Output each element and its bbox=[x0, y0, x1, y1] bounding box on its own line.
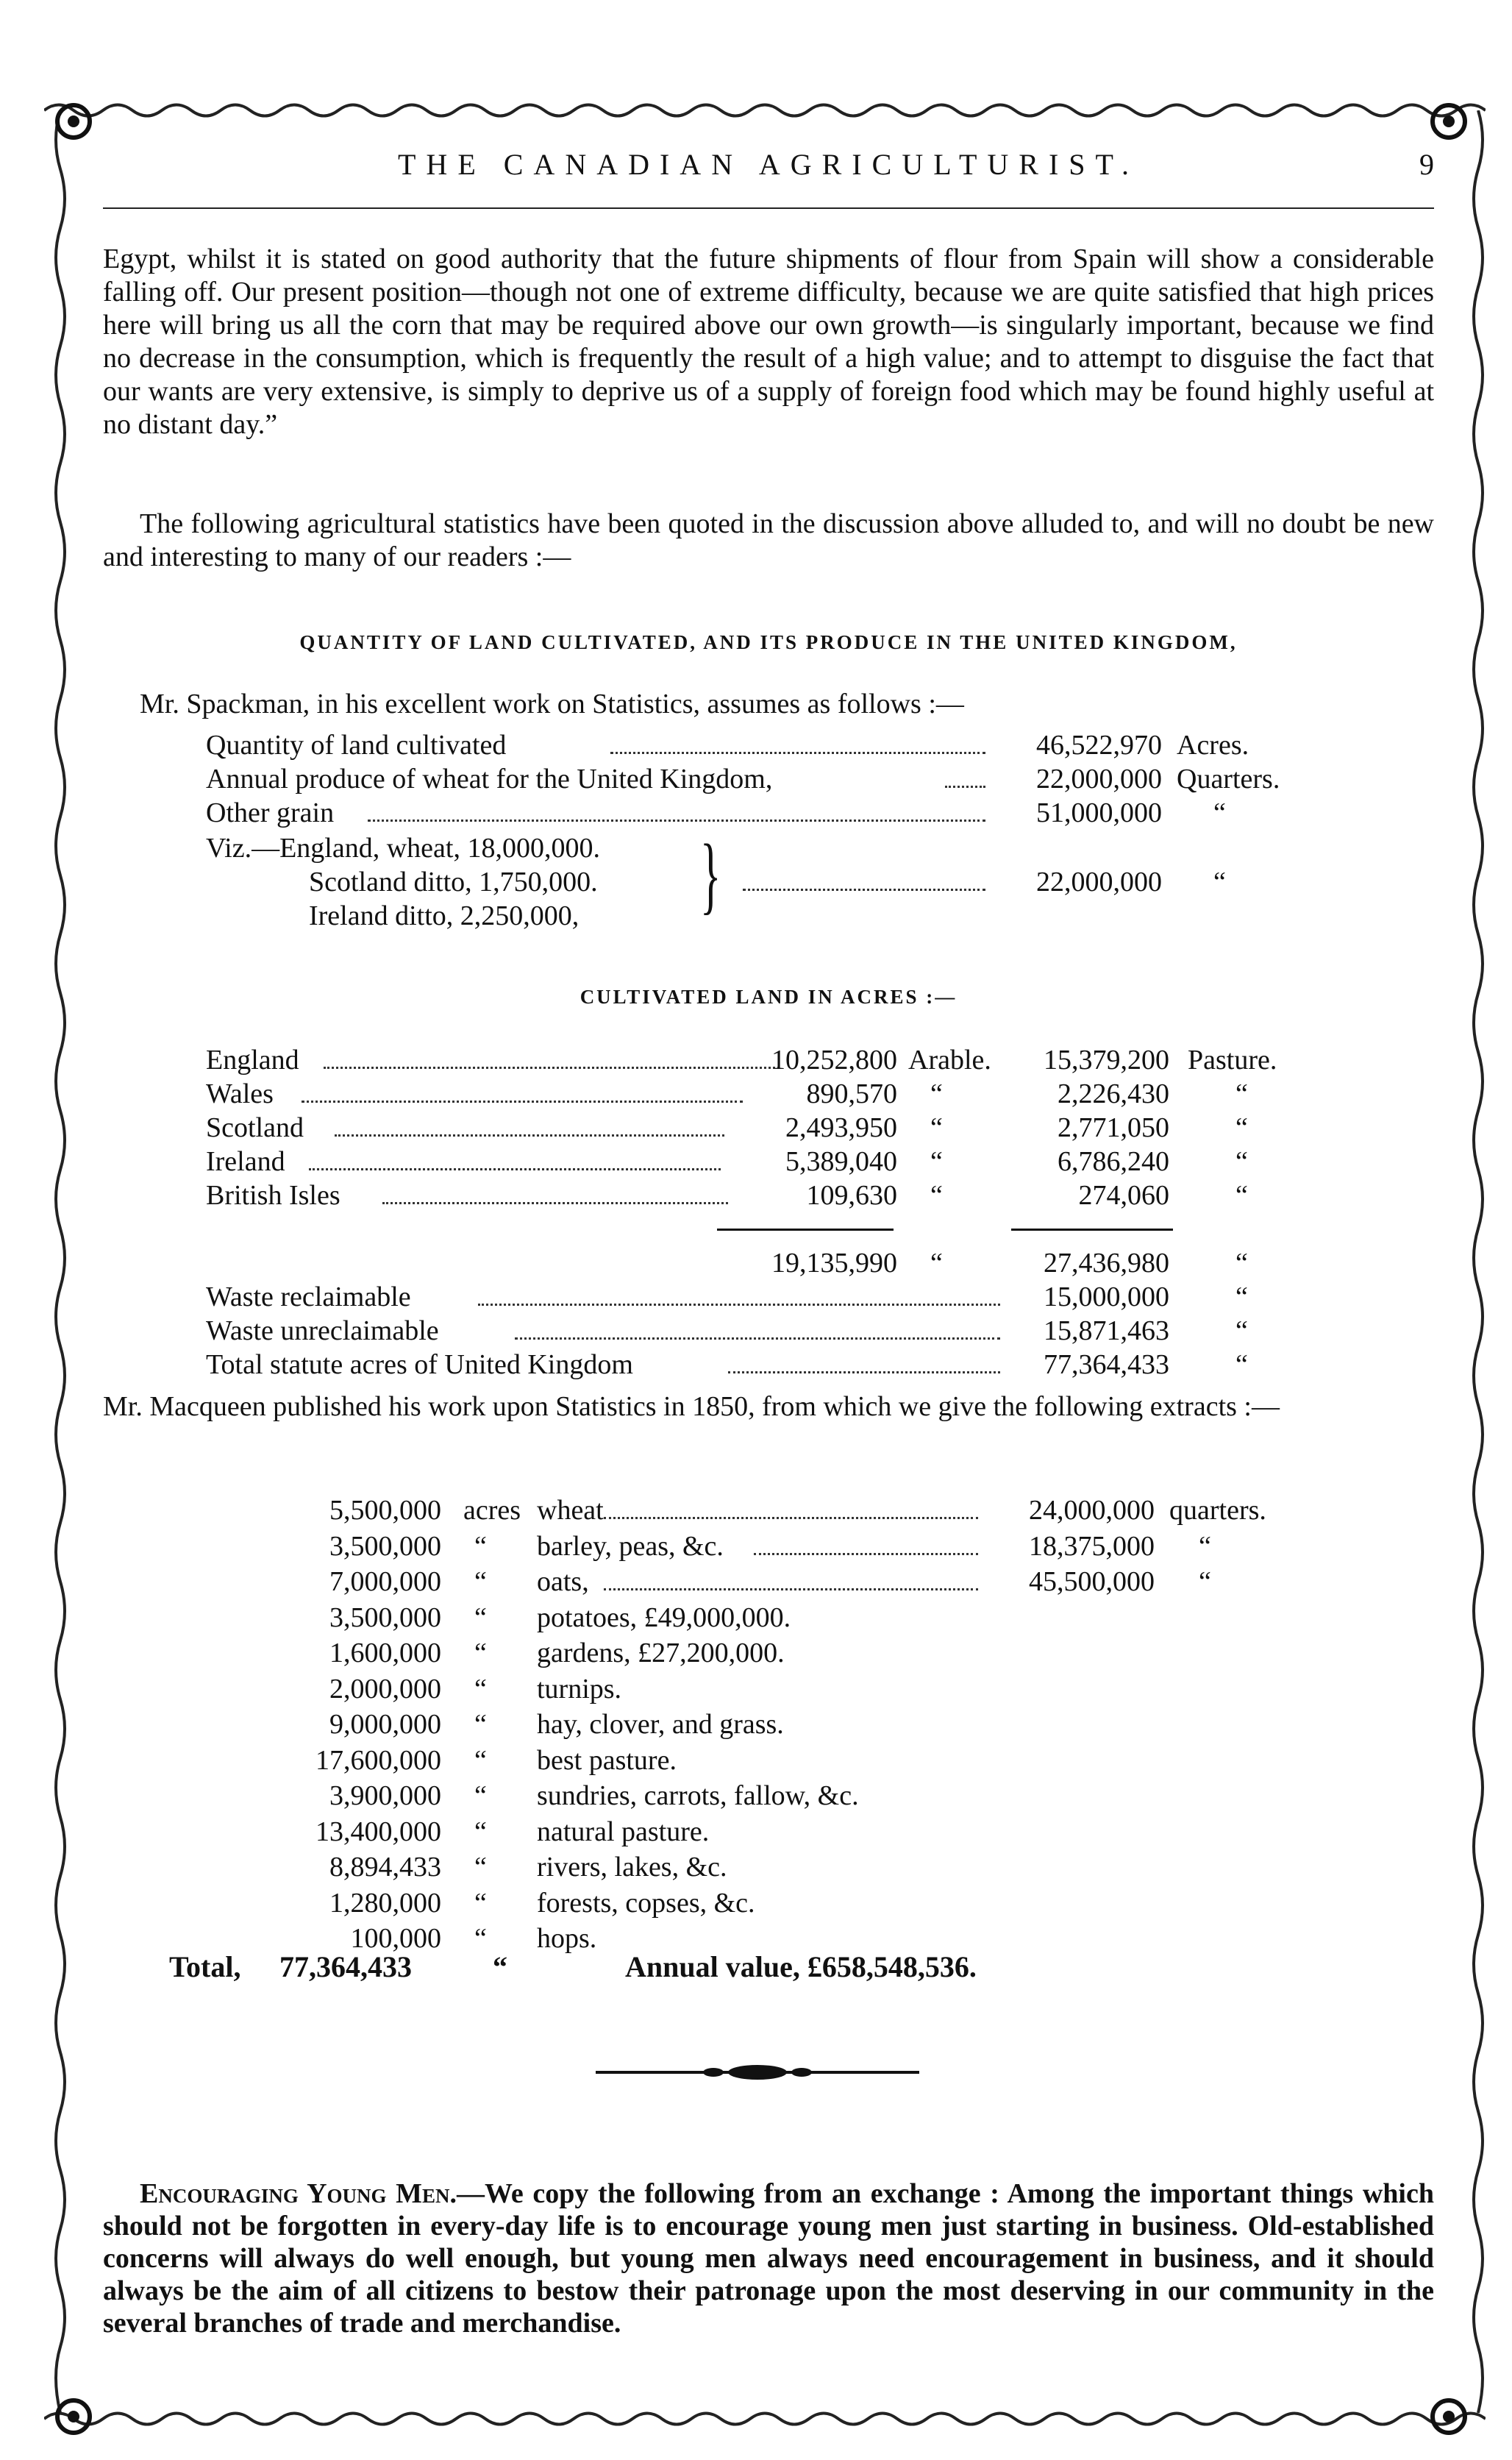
list-item bbox=[287, 1601, 1353, 1635]
waste-row bbox=[206, 1314, 1338, 1348]
table-row bbox=[206, 1043, 1338, 1077]
viz-total-row bbox=[743, 865, 1338, 899]
list-item-label: hay, clover, and grass. bbox=[537, 1709, 784, 1740]
list-item-label: oats, bbox=[537, 1566, 589, 1597]
list-ditto: “ bbox=[474, 1887, 487, 1919]
dot-leader bbox=[302, 1077, 743, 1103]
header-rule bbox=[103, 207, 1434, 209]
list-ditto: “ bbox=[474, 1816, 487, 1847]
pasture-value: 274,060 bbox=[1078, 1180, 1169, 1211]
country-label: Ireland bbox=[206, 1146, 285, 1177]
paragraph-lead: Encouraging Young Men. bbox=[140, 2178, 457, 2209]
waste-label: Waste reclaimable bbox=[206, 1281, 411, 1312]
country-label: England bbox=[206, 1045, 299, 1076]
arable-value: 5,389,040 bbox=[785, 1146, 897, 1177]
list-item bbox=[287, 1529, 1353, 1564]
list-item bbox=[287, 1672, 1353, 1707]
list-value: 24,000,000 bbox=[1029, 1495, 1155, 1526]
stat-unit: “ bbox=[1213, 797, 1226, 828]
paragraph-text: —We copy the following from an exchange : Among the important things which should not be forgotten in every-day life is to encourage young men just starting in business. Old-established concerns will always do well enough, but young men always need encouragement in business, and it should always be the aim of all citizens to bestow their patronage upon the most deserving in our community in the several branches of trade and merchandise. bbox=[103, 2178, 1434, 2339]
table-row bbox=[206, 1111, 1338, 1145]
arable-value: 2,493,950 bbox=[785, 1112, 897, 1143]
arable-unit: Arable. bbox=[908, 1045, 991, 1076]
stat-unit: “ bbox=[1213, 867, 1226, 897]
arable-unit: “ bbox=[930, 1112, 943, 1143]
stat-label: Quantity of land cultivated bbox=[206, 730, 507, 761]
top-border-ornament bbox=[44, 96, 1486, 125]
corner-ornament-top-left bbox=[40, 88, 107, 154]
list-item bbox=[287, 1850, 1353, 1885]
list-item-label: barley, peas, &c. bbox=[537, 1530, 724, 1562]
waste-value: 77,364,433 bbox=[1044, 1349, 1169, 1380]
list-ditto: “ bbox=[474, 1673, 487, 1704]
stat-unit: Acres. bbox=[1177, 730, 1249, 761]
dot-leader bbox=[754, 1529, 978, 1555]
list-qty: 1,280,000 bbox=[329, 1887, 441, 1919]
list-item bbox=[287, 1565, 1353, 1599]
brace: } bbox=[700, 826, 721, 922]
list-ditto: acres bbox=[463, 1495, 521, 1526]
stat-value: 51,000,000 bbox=[1036, 797, 1162, 828]
list-value: 45,500,000 bbox=[1029, 1566, 1155, 1597]
total-label: Total, bbox=[169, 1950, 241, 1983]
stat-label: Annual produce of wheat for the United Kingdom, bbox=[206, 764, 773, 794]
viz-ireland: Ireland ditto, 2,250,000, bbox=[309, 900, 580, 931]
country-label: Wales bbox=[206, 1078, 274, 1109]
list-item-label: best pasture. bbox=[537, 1744, 677, 1776]
running-title: THE CANADIAN AGRICULTURIST. bbox=[398, 148, 1139, 181]
dot-leader bbox=[604, 1565, 978, 1590]
waste-value: 15,000,000 bbox=[1044, 1281, 1169, 1312]
list-ditto: “ bbox=[474, 1709, 487, 1740]
list-item bbox=[287, 1743, 1353, 1778]
pasture-value: 2,771,050 bbox=[1058, 1112, 1169, 1143]
viz-scotland: Scotland ditto, 1,750,000. bbox=[309, 867, 598, 897]
list-qty: 1,600,000 bbox=[329, 1638, 441, 1668]
stat-value: 46,522,970 bbox=[1036, 730, 1162, 761]
waste-unit: “ bbox=[1235, 1281, 1248, 1312]
page-number: 9 bbox=[1419, 148, 1434, 181]
waste-value: 15,871,463 bbox=[1044, 1315, 1169, 1346]
viz-total: 22,000,000 bbox=[1036, 867, 1162, 897]
country-label: British Isles bbox=[206, 1180, 340, 1211]
list-ditto: “ bbox=[474, 1638, 487, 1668]
list-qty: 3,900,000 bbox=[329, 1780, 441, 1811]
list-qty: 100,000 bbox=[350, 1923, 441, 1954]
table-row bbox=[206, 1145, 1338, 1179]
section-heading-land-cultivated: QUANTITY OF LAND CULTIVATED, AND ITS PRODUCE IN THE UNITED KINGDOM, bbox=[299, 631, 1238, 653]
paragraph-statistics-intro: The following agricultural statistics have been quoted in the discussion above alluded to, and will no doubt be new and interesting to many of our readers :— bbox=[103, 508, 1434, 572]
dot-leader bbox=[604, 1493, 978, 1519]
pasture-value: 15,379,200 bbox=[1044, 1045, 1169, 1076]
list-item bbox=[287, 1886, 1353, 1921]
waste-label: Waste unreclaimable bbox=[206, 1315, 439, 1346]
dot-leader bbox=[945, 762, 985, 788]
list-ditto: “ bbox=[474, 1852, 487, 1883]
list-item-label: wheat bbox=[537, 1495, 604, 1526]
waste-row bbox=[206, 1348, 1338, 1382]
list-qty: 9,000,000 bbox=[329, 1709, 441, 1740]
spackman-intro: Mr. Spackman, in his excellent work on Statistics, assumes as follows :— bbox=[140, 689, 964, 719]
list-item-label: turnips. bbox=[537, 1673, 622, 1704]
pasture-total: 27,436,980 bbox=[1044, 1248, 1169, 1279]
pasture-unit: “ bbox=[1235, 1146, 1248, 1177]
arable-total: 19,135,990 bbox=[771, 1248, 897, 1279]
list-item-label: sundries, carrots, fallow, &c. bbox=[537, 1780, 859, 1811]
bottom-border-ornament bbox=[44, 2404, 1486, 2434]
dot-leader bbox=[324, 1043, 780, 1069]
dot-leader bbox=[335, 1111, 724, 1137]
waste-unit: “ bbox=[1235, 1349, 1248, 1380]
corner-ornament-bottom-left bbox=[40, 2383, 107, 2450]
dot-leader bbox=[743, 865, 985, 891]
annual-value: Annual value, £658,548,536. bbox=[625, 1950, 977, 1983]
arable-unit: “ bbox=[930, 1146, 943, 1177]
table-row bbox=[206, 1077, 1338, 1111]
waste-row bbox=[206, 1280, 1338, 1314]
paragraph-encouraging-young-men bbox=[103, 2178, 1434, 2339]
list-ditto: “ bbox=[474, 1530, 487, 1562]
macqueen-intro: Mr. Macqueen published his work upon Statistics in 1850, from which we give the following extracts :— bbox=[103, 1391, 1280, 1422]
pasture-value: 2,226,430 bbox=[1058, 1078, 1169, 1109]
page-header bbox=[103, 147, 1434, 191]
list-qty: 13,400,000 bbox=[315, 1816, 441, 1847]
arable-value: 890,570 bbox=[806, 1078, 897, 1109]
list-qty: 5,500,000 bbox=[329, 1495, 441, 1526]
dot-leader bbox=[515, 1314, 1000, 1340]
corner-ornament-top-right bbox=[1416, 88, 1482, 154]
viz-england: Viz.—England, wheat, 18,000,000. bbox=[206, 833, 600, 864]
list-item bbox=[287, 1707, 1353, 1742]
dot-leader bbox=[728, 1348, 1000, 1373]
list-value: 18,375,000 bbox=[1029, 1530, 1155, 1562]
right-border-ornament bbox=[1463, 110, 1493, 2413]
section-divider-ornament bbox=[596, 2061, 919, 2083]
pasture-unit: Pasture. bbox=[1188, 1045, 1277, 1076]
stat-row bbox=[206, 762, 1338, 796]
arable-unit: “ bbox=[930, 1248, 943, 1279]
sum-rule-arable bbox=[717, 1229, 894, 1231]
list-unit: “ bbox=[1199, 1566, 1211, 1597]
corner-ornament-bottom-right bbox=[1416, 2383, 1482, 2450]
list-item bbox=[287, 1636, 1353, 1671]
arable-value: 10,252,800 bbox=[771, 1045, 897, 1076]
sum-row bbox=[206, 1246, 1338, 1280]
list-qty: 3,500,000 bbox=[329, 1530, 441, 1562]
list-item-label: rivers, lakes, &c. bbox=[537, 1852, 727, 1883]
list-ditto: “ bbox=[474, 1602, 487, 1633]
dot-leader bbox=[382, 1179, 728, 1204]
waste-label: Total statute acres of United Kingdom bbox=[206, 1349, 633, 1380]
pasture-unit: “ bbox=[1235, 1248, 1248, 1279]
dot-leader bbox=[478, 1280, 1000, 1306]
stat-unit: Quarters. bbox=[1177, 764, 1280, 794]
list-item-label: natural pasture. bbox=[537, 1816, 710, 1847]
list-ditto: “ bbox=[474, 1780, 487, 1811]
paragraph-egypt: Egypt, whilst it is stated on good authority that the future shipments of flour from Spain will show a considerable falling off. Our present position—though not one of extreme difficulty, because we are quite satisfied that high prices here will bring us all the corn that may be required above our own growth—is singularly important, because we find no decrease in the consumption, which is frequently the result of a high value; and to attempt to disguise the fact that our wants are very extensive, is simply to deprive us of a supply of foreign food which may be found highly useful at no distant day.” bbox=[103, 243, 1434, 440]
list-qty: 8,894,433 bbox=[329, 1852, 441, 1883]
list-qty: 3,500,000 bbox=[329, 1602, 441, 1633]
total-ditto: “ bbox=[493, 1950, 507, 1983]
list-qty: 7,000,000 bbox=[329, 1566, 441, 1597]
list-item bbox=[287, 1815, 1353, 1849]
sum-rule-pasture bbox=[1011, 1229, 1173, 1231]
pasture-unit: “ bbox=[1235, 1078, 1248, 1109]
stat-value: 22,000,000 bbox=[1036, 764, 1162, 794]
list-ditto: “ bbox=[474, 1744, 487, 1776]
list-ditto: “ bbox=[474, 1566, 487, 1597]
dot-leader bbox=[610, 728, 985, 754]
list-unit: quarters. bbox=[1169, 1495, 1266, 1526]
total-value: 77,364,433 bbox=[279, 1950, 412, 1983]
stat-row bbox=[206, 796, 1338, 830]
table-row bbox=[206, 1179, 1338, 1212]
list-item-label: hops. bbox=[537, 1923, 597, 1954]
pasture-value: 6,786,240 bbox=[1058, 1146, 1169, 1177]
list-unit: “ bbox=[1199, 1530, 1211, 1562]
arable-value: 109,630 bbox=[806, 1180, 897, 1211]
pasture-unit: “ bbox=[1235, 1112, 1248, 1143]
country-label: Scotland bbox=[206, 1112, 304, 1143]
pasture-unit: “ bbox=[1235, 1180, 1248, 1211]
list-ditto: “ bbox=[474, 1923, 487, 1954]
arable-unit: “ bbox=[930, 1180, 943, 1211]
list-item-label: gardens, £27,200,000. bbox=[537, 1638, 785, 1668]
left-border-ornament bbox=[46, 110, 75, 2413]
dot-leader bbox=[309, 1145, 721, 1170]
total-row bbox=[169, 1949, 977, 1984]
list-item-label: potatoes, £49,000,000. bbox=[537, 1602, 791, 1633]
dot-leader bbox=[368, 796, 985, 822]
section-heading-cultivated-land: CULTIVATED LAND IN ACRES :— bbox=[580, 986, 958, 1008]
list-item-label: forests, copses, &c. bbox=[537, 1887, 755, 1919]
list-qty: 17,600,000 bbox=[315, 1744, 441, 1776]
stat-row bbox=[206, 728, 1338, 762]
list-item bbox=[287, 1493, 1353, 1528]
list-item bbox=[287, 1779, 1353, 1813]
arable-unit: “ bbox=[930, 1078, 943, 1109]
stat-label: Other grain bbox=[206, 797, 335, 828]
waste-unit: “ bbox=[1235, 1315, 1248, 1346]
list-qty: 2,000,000 bbox=[329, 1673, 441, 1704]
